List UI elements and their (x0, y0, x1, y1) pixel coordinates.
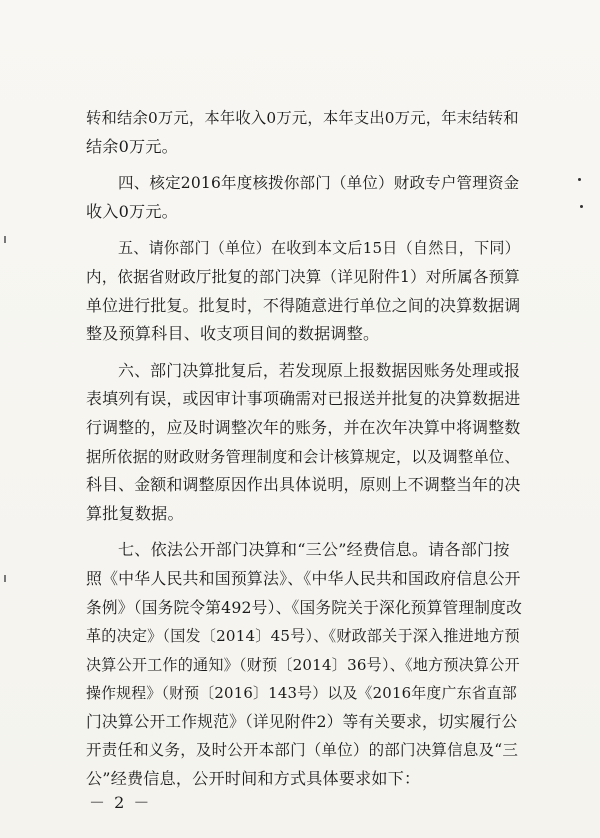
margin-mark (4, 236, 6, 243)
paragraph-item-6 (86, 357, 522, 529)
text-line: 单位进行批复。批复时，不得随意进行单位之间的决算数据调 (86, 295, 521, 315)
text-line: 革的决定》（国发〔2014〕45号）、《财政部关于深入推进地方预 (86, 627, 520, 646)
margin-mark (4, 575, 6, 582)
text-line: 行调整的，应及时调整次年的账务，并在次年决算中将调整数 (86, 417, 521, 437)
paragraph-item-7 (86, 536, 522, 793)
text-line: 据所依据的财政财务管理制度和会计核算规定，以及调整单位、 (86, 447, 520, 466)
scan-speck (578, 178, 581, 181)
text-line: 七、依法公开部门决算和“三公”经费信息。请各部门按 (118, 540, 510, 560)
text-line: 四、核定2016年度核拨你部门（单位）财政专户管理资金 (118, 174, 520, 193)
text-line: 决算公开工作的通知》（财预〔2014〕36号）、《地方预决算公开 (86, 655, 520, 674)
text-line: 整及预算科目、收支项目间的数据调整。 (86, 324, 380, 344)
text-line: 表填列有误，或因审计事项确需对已报送并批复的决算数据进 (86, 389, 521, 409)
text-line: 内，依据省财政厅批复的部门决算（详见附件1）对所属各预算 (86, 267, 520, 286)
text-line: 操作规程》（财预〔2016〕143号）以及《2016年度广东省直部 (86, 684, 517, 703)
text-line: 照《中华人民共和国预算法》、《中华人民共和国政府信息公开 (86, 568, 521, 588)
text-line: 算批复数据。 (86, 503, 184, 523)
text-line: 公”经费信息，公开时间和方式具体要求如下： (86, 769, 421, 789)
text-line: 开责任和义务，及时公开本部门（单位）的部门决算信息及“三 (86, 741, 519, 760)
text-line: 六、部门决算批复后，若发现原上报数据因账务处理或报 (118, 360, 521, 380)
text-line: 收入0万元。 (86, 201, 178, 221)
text-line: 结余0万元。 (86, 136, 178, 156)
page-number: － 2 － (89, 793, 152, 812)
document-body (86, 104, 522, 794)
text-line: 转和结余0万元，本年收入0万元，本年支出0万元，年末结转和 (86, 109, 519, 127)
text-line: 条例》（国务院令第492号）、《国务院关于深化预算管理制度改 (86, 597, 522, 617)
text-line: 五、请你部门（单位）在收到本文后15日（自然日，下同） (118, 239, 520, 258)
text-line: 门决算公开工作规范》（详见附件2）等有关要求，切实履行公 (86, 711, 518, 731)
paragraph-item-5 (86, 234, 522, 348)
scan-speck (580, 205, 583, 208)
text-line: 科目、金额和调整原因作出具体说明，原则上不调整当年的决 (86, 475, 521, 495)
paragraph-item-4 (86, 169, 522, 226)
paragraph-carryover (86, 104, 522, 161)
